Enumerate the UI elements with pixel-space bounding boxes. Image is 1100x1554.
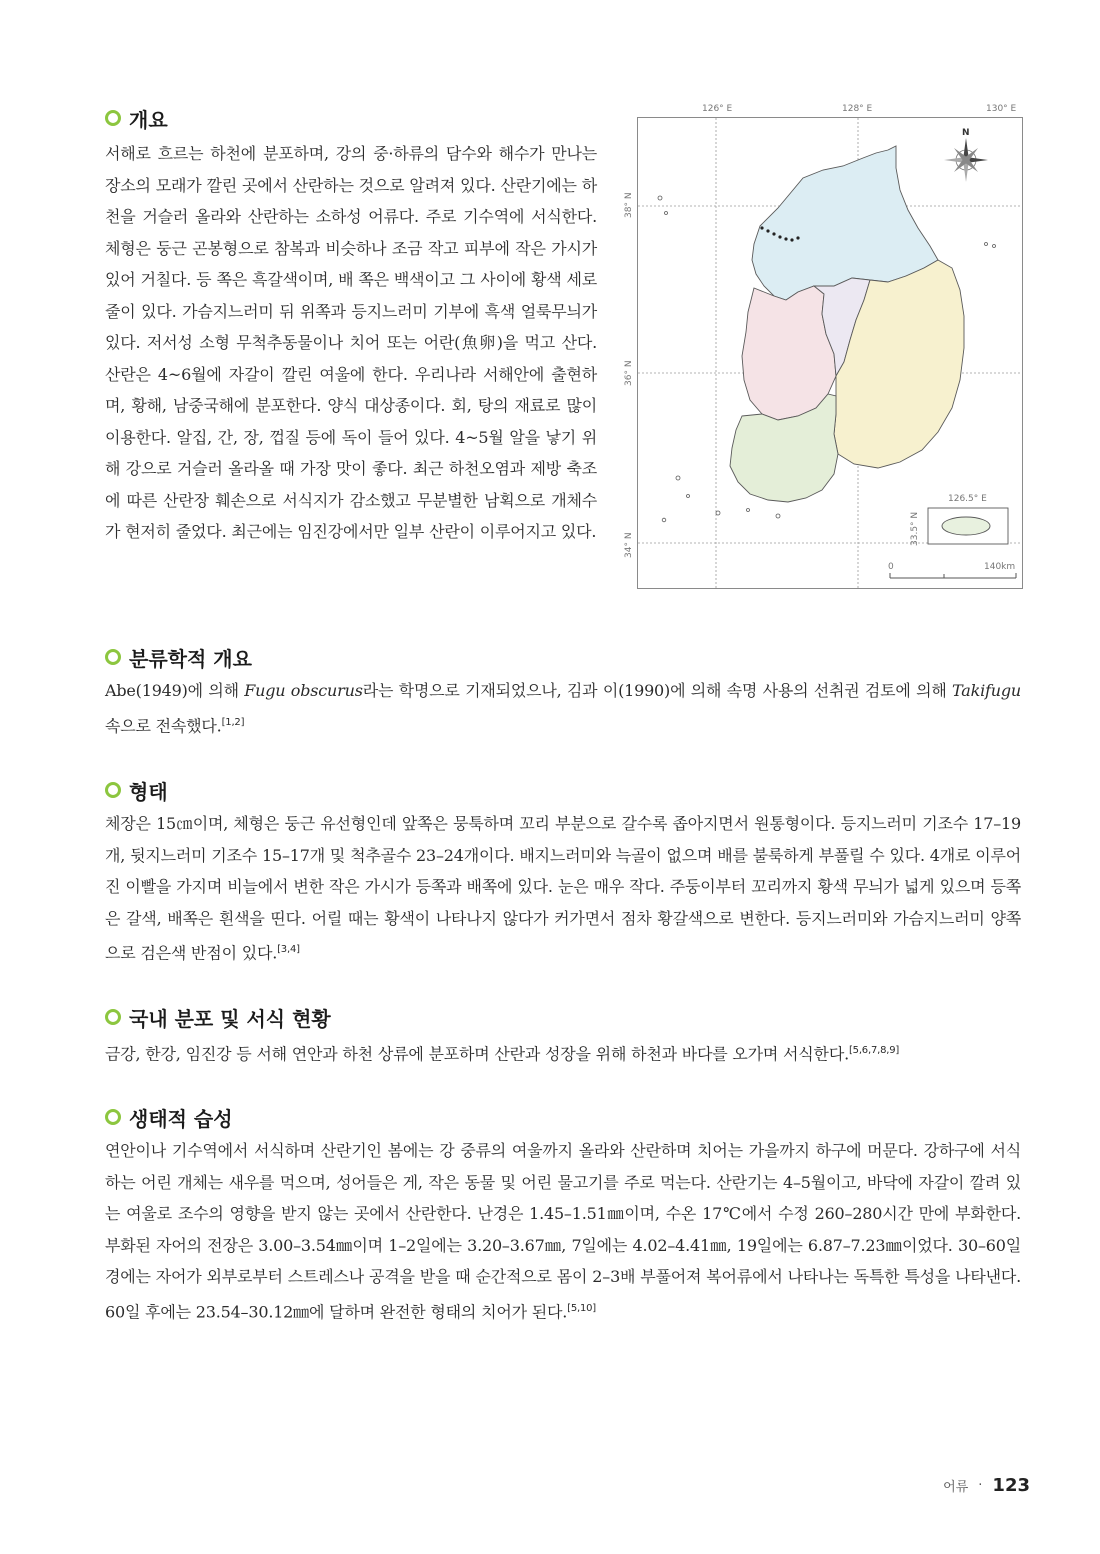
section-body: [105, 1135, 1021, 1327]
section-overview: [105, 102, 597, 548]
distribution-text: 금강, 한강, 임진강 등 서해 연안과 하천 상류에 분포하며 산란과 성장을 위해 하천과 바다를 오가며 서식한다.: [105, 1044, 849, 1064]
scale-start-label: 0: [888, 562, 894, 572]
section-ecology: [105, 1101, 1021, 1327]
section-body: [105, 1035, 1021, 1070]
section-title: 개요: [129, 107, 168, 132]
lon-label-130: 130° E: [986, 104, 1017, 114]
lon-label-126: 126° E: [702, 104, 733, 114]
distribution-map: [624, 104, 1023, 589]
lat-label-38: 38° N: [624, 192, 634, 218]
scale-end-label: 140km: [984, 562, 1016, 572]
compass-rose-icon: [944, 138, 988, 182]
section-title: 생태적 습성: [129, 1106, 233, 1131]
reference-marker: [5,6,7,8,9]: [848, 1045, 900, 1056]
section-body: 서해로 흐르는 하천에 분포하며, 강의 중·하류의 담수와 해수가 만나는 장소의 모래가 깔린 곳에서 산란하는 것으로 알려져 있다. 산란기에는 하천을 거슬러 올라와 산란하는 소하성 어류다. 주로 기수역에 서식한다. 체형은 둥근 곤봉형으로 참복과 비슷하나 조금 작고 피부에 작은 가시가 있어 거칠다. 등 쪽은 흑갈색이며, 배 쪽은 백색이고 그 사이에 황색 세로줄이 있다. 가슴지느러미 뒤 위쪽과 등지느러미 기부에 흑색 얼룩무늬가 있다. 저서성 소형 무척추동물이나 치어 또는 어란(魚卵)을 먹고 산다. 산란은 4~6월에 자갈이 깔린 여울에 한다. 우리나라 서해안에 출현하며, 황해, 남중국해에 분포한다. 양식 대상종이다. 회, 탕의 재료로 많이 이용한다. 알집, 간, 장, 껍질 등에 독이 들어 있다. 4~5월 알을 낳기 위해 강으로 거슬러 올라올 때 가장 맛이 좋다. 최근 하천오염과 제방 축조에 따른 산란장 훼손으로 서식지가 감소했고 무분별한 남획으로 개체수가 현저히 줄었다. 최근에는 임진강에서만 일부 산란이 이루어지고 있다.: [105, 144, 597, 541]
footer-separator: ·: [978, 1477, 983, 1493]
reference-marker: [3,4]: [277, 944, 300, 955]
section-taxonomy: [105, 641, 1021, 741]
taxonomy-text-c: 속으로 전속했다.: [105, 715, 222, 735]
section-title: 국내 분포 및 서식 현황: [129, 1006, 331, 1031]
taxonomy-genus-name: Takifugu: [952, 681, 1021, 700]
section-distribution: [105, 1001, 1021, 1070]
section-heading: [105, 1001, 1021, 1033]
lat-label-34: 34° N: [624, 532, 634, 558]
page-footer: [920, 1472, 1030, 1498]
page-number: 123: [992, 1474, 1030, 1496]
section-morphology: [105, 774, 1021, 969]
jeju-island: [942, 517, 990, 535]
scale-bar: [890, 573, 1016, 578]
bullet-circle-icon: [105, 782, 121, 798]
north-label: N: [962, 128, 970, 138]
section-heading: [105, 1101, 1021, 1133]
section-body: [105, 675, 1021, 741]
lat-label-36: 36° N: [624, 360, 634, 386]
bullet-circle-icon: [105, 1009, 121, 1025]
inset-lat-label: 33.5° N: [910, 511, 920, 546]
section-title: 분류학적 개요: [129, 646, 252, 671]
reference-marker: [5,10]: [567, 1302, 596, 1314]
taxonomy-text-b: 라는 학명으로 기재되었으나, 김과 이(1990)에 의해 속명 사용의 선취권 검토에 의해: [362, 681, 953, 700]
lon-label-128: 128° E: [842, 104, 873, 114]
section-body: [105, 808, 1021, 969]
section-heading: [105, 641, 1021, 673]
section-heading: [105, 102, 597, 134]
bullet-circle-icon: [105, 110, 121, 126]
taxonomy-species-name: Fugu obscurus: [244, 681, 363, 700]
reference-marker: [1,2]: [221, 716, 245, 728]
ecology-text: 연안이나 기수역에서 서식하며 산란기인 봄에는 강 중류의 여울까지 올라와 산란하며 치어는 가을까지 하구에 머문다. 강하구에 서식하는 어린 개체는 새우를 먹으며, 성어들은 게, 작은 동물 및 어린 물고기를 주로 먹는다. 산란기는 4–5월이고, 바닥에 자갈이 깔려 있는 여울로 조수의 영향을 받지 않는 곳에서 산란한다. 난경은 1.45–1.51㎜이며, 수온 17℃에서 수정 260–280시간 만에 부화한다. 부화된 자어의 전장은 3.00–3.54㎜이며 1–2일에는 3.20–3.67㎜, 7일에는 4.02–4.41㎜, 19일에는 6.87–7.23㎜이었다. 30–60일 경에는 자어가 외부로부터 스트레스나 공격을 받을 때 순간적으로 몸이 2–3배 부풀어져 복어류에서 나타나는 독특한 특성을 나타낸다. 60일 후에는 23.54–30.12㎜에 달하며 완전한 형태의 치어가 된다.: [105, 1141, 1021, 1321]
section-title: 형태: [129, 779, 168, 804]
region-central-west: [742, 286, 836, 420]
taxonomy-text-a: Abe(1949)에 의해: [105, 681, 245, 700]
inset-lon-label: 126.5° E: [948, 494, 987, 504]
section-heading: [105, 774, 1021, 806]
footer-category: 어류: [943, 1479, 969, 1495]
korea-map-svg: [638, 118, 1022, 588]
bullet-circle-icon: [105, 649, 121, 665]
morphology-text: 체장은 15㎝이며, 체형은 둥근 유선형인데 앞쪽은 뭉툭하며 꼬리 부분으로 갈수록 좁아지면서 원통형이다. 등지느러미 기조수 17–19개, 뒷지느러미 기조수 15–17개 및 척추골수 23–24개이다. 배지느러미와 늑골이 없으며 배를 불룩하게 부풀릴 수 있다. 4개로 이루어진 이빨을 가지며 비늘에서 변한 작은 가시가 등쪽과 배쪽에 있다. 눈은 매우 작다. 주둥이부터 꼬리까지 황색 무늬가 넓게 있으며 등쪽은 갈색, 배쪽은 흰색을 띤다. 어릴 때는 황색이 나타나지 않다가 커가면서 점차 황갈색으로 변한다. 등지느러미와 가슴지느러미 양쪽으로 검은색 반점이 있다.: [105, 814, 1021, 963]
bullet-circle-icon: [105, 1109, 121, 1125]
